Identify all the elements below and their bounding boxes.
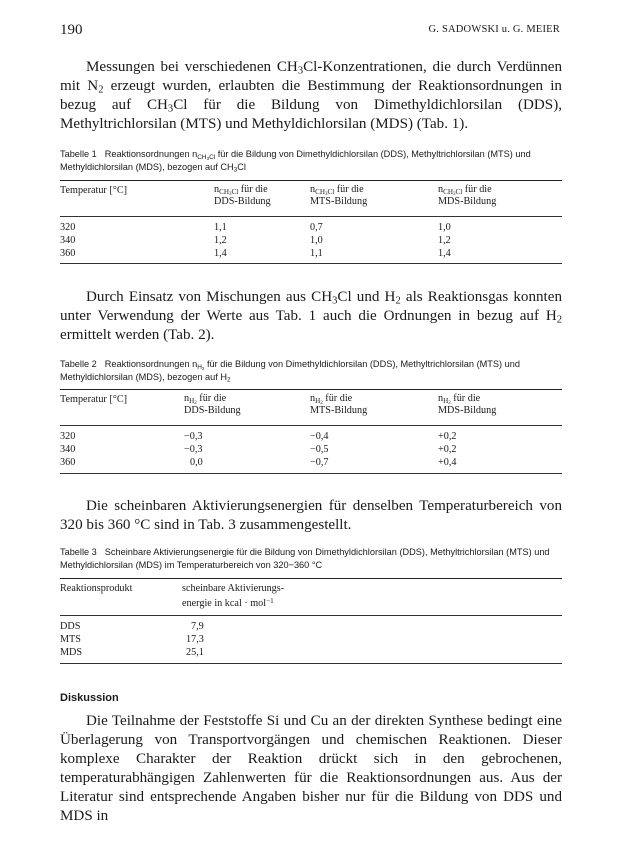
table-2-header-mds — [438, 393, 496, 417]
table-cell: 1,2 — [214, 235, 227, 246]
table-cell: −0,7 — [310, 457, 329, 468]
table-cell: 360 — [60, 457, 76, 468]
table-cell: 360 — [60, 248, 76, 259]
header-label: MTS-Bildung — [310, 405, 368, 416]
table-rule — [60, 425, 562, 426]
table-cell: +0,2 — [438, 444, 457, 455]
text-run: Cl-Konzentrationen, die durch Verdünnen mit N — [60, 59, 563, 94]
table-cell: 1,2 — [438, 235, 451, 246]
table-3-caption — [60, 546, 562, 572]
table-cell: 320 — [60, 431, 76, 442]
subscript: 3 — [233, 166, 238, 174]
header-label: DDS-Bildung — [214, 196, 271, 207]
header-label: MDS-Bildung — [438, 405, 497, 416]
page-header — [60, 22, 560, 42]
table-cell: 0,0 — [190, 457, 203, 468]
symbol: n — [310, 184, 316, 195]
text-run: für die Bildung von Dimethyldichlorsilan (DDS), Methyltrichlorsilan (MTS) und Methyldichlorsilan (MDS), bezogen auf CH — [60, 149, 531, 172]
table-cell: 1,1 — [214, 222, 227, 233]
table-1-caption — [60, 148, 562, 174]
table-cell: 1,1 — [310, 248, 323, 259]
table-cell: +0,4 — [438, 457, 457, 468]
text-run: erzeugt wurden, erlaubten die Bestimmung der Reaktionsordnungen in bezug auf CH — [60, 78, 562, 113]
subscript: 2 — [448, 401, 451, 407]
subscript: H — [197, 363, 202, 371]
text-run: Durch Einsatz von Mischungen aus CH — [86, 289, 333, 305]
table-rule — [60, 663, 562, 664]
subscript: 3 — [297, 65, 304, 77]
subscript: Cl — [455, 187, 463, 196]
subscript: 3 — [332, 295, 338, 307]
subscript: 2 — [320, 401, 323, 407]
paragraph-2 — [60, 288, 562, 345]
table-1-header-mds — [438, 184, 496, 208]
running-head-authors: G. SADOWSKI u. G. MEIER — [428, 24, 560, 35]
table-2 — [60, 389, 562, 475]
table-cell: −0,4 — [310, 431, 329, 442]
page-number: 190 — [60, 22, 83, 38]
text-run: für die — [238, 184, 268, 195]
table-rule — [60, 389, 562, 390]
table-rule — [60, 216, 562, 217]
table-2-header-dds — [184, 393, 241, 417]
text-run: Cl und H — [337, 289, 396, 305]
subscript: 2 — [194, 401, 197, 407]
text-run: Cl für die Bildung von Dimethyldichlorsilan (DDS), Methyltrichlorsilan (MTS) und Methyldichlorsilan (MDS) (Tab. 1). — [60, 97, 562, 132]
table-cell: −0,3 — [184, 431, 203, 442]
table-2-header-temperature: Temperatur [°C] — [60, 394, 128, 405]
text-run: Messungen bei verschiedenen CH — [86, 59, 298, 75]
text-run: Reaktionsordnungen n — [104, 359, 198, 369]
table-cell: 340 — [60, 444, 76, 455]
paragraph-text: Die Teilnahme der Feststoffe Si und Cu an der direkten Synthese bedingt eine Überlagerung von Transportvorgängen und chemischen Reaktionen. Dieser komplexe Charakter der Reaktion drückt sich in den gebrochenen, temperaturabhängigen Zahlenwerten für die Reaktionsordnungen aus. Aus der Literatur sind entsprechende Angaben bisher nur für die Bildung von DDS und MDS in — [60, 713, 562, 824]
subscript: 2 — [98, 84, 104, 96]
table-cell: 7,9 — [191, 621, 204, 632]
header-label: MTS-Bildung — [310, 196, 368, 207]
subscript: 2 — [201, 365, 205, 371]
symbol: n — [214, 184, 220, 195]
subscript: 2 — [556, 314, 562, 326]
table-rule — [60, 180, 562, 181]
subscript: CH — [315, 187, 325, 196]
paragraph-text: Die scheinbaren Aktivierungsenergien für denselben Temperaturbereich von 320 bis 360 °C sind in Tab. 3 zusammengestellt. — [60, 498, 562, 533]
table-2-header-mts — [310, 393, 367, 417]
subscript: 2 — [226, 376, 231, 384]
text-run: für die Bildung von Dimethyldichlorsilan (DDS), Methyltrichlorsilan (MTS) und Methyldichlorsilan (MDS), bezogen auf H — [60, 359, 520, 382]
text-run: für die — [462, 184, 492, 195]
table-rule — [60, 578, 562, 579]
header-label: energie in kcal · mol — [182, 598, 267, 609]
text-run: Cl — [237, 162, 246, 172]
subscript: 3 — [325, 192, 328, 198]
subscript: 3 — [167, 103, 174, 115]
text-run: Reaktionsordnungen n — [104, 149, 198, 159]
subscript: H — [189, 396, 195, 405]
subscript: CH — [443, 187, 453, 196]
table-3-header-product: Reaktionsprodukt — [60, 583, 133, 594]
table-cell: −0,3 — [184, 444, 203, 455]
table-cell: 0,7 — [310, 222, 323, 233]
header-label: DDS-Bildung — [184, 405, 241, 416]
subscript: 3 — [453, 192, 456, 198]
table-cell: DDS — [60, 621, 81, 632]
table-cell: 17,3 — [186, 634, 204, 645]
table-cell: 340 — [60, 235, 76, 246]
paragraph-1 — [60, 58, 562, 134]
table-1-header-dds — [214, 184, 271, 208]
subscript: Cl — [209, 153, 216, 161]
subscript: 3 — [206, 155, 210, 161]
table-3 — [60, 578, 562, 664]
text-run: für die — [322, 393, 353, 404]
table-3-header-energy — [182, 583, 284, 610]
table-cell: 1,4 — [438, 248, 451, 259]
symbol: n — [310, 393, 316, 404]
header-label: MDS-Bildung — [438, 196, 497, 207]
table-cell: 1,0 — [438, 222, 451, 233]
table-cell: −0,5 — [310, 444, 329, 455]
superscript: −1 — [266, 596, 274, 605]
text-run: ermittelt werden (Tab. 2). — [60, 327, 215, 343]
table-rule — [60, 473, 562, 474]
table-1 — [60, 180, 562, 264]
text-run: als Reaktionsgas konnten unter Verwendung der Werte aus Tab. 1 auch die Ordnungen in bezug auf H — [60, 289, 563, 324]
symbol: n — [184, 393, 190, 404]
subscript: CH — [219, 187, 229, 196]
table-cell: +0,2 — [438, 431, 457, 442]
table-cell: 320 — [60, 222, 76, 233]
table-rule — [60, 615, 562, 616]
subscript: H — [315, 396, 321, 405]
header-label: scheinbare Aktivierungs- — [182, 583, 285, 594]
caption-label: Tabelle 2 — [60, 359, 97, 369]
table-1-header-temperature: Temperatur [°C] — [60, 185, 128, 196]
paragraph-4 — [60, 712, 562, 826]
caption-label: Tabelle 3 — [60, 547, 97, 557]
table-2-caption — [60, 358, 562, 384]
table-1-header-mts — [310, 184, 367, 208]
caption-label: Tabelle 1 — [60, 149, 97, 159]
section-heading: Diskussion — [60, 692, 119, 704]
text-run: für die — [196, 393, 227, 404]
table-cell: 1,0 — [310, 235, 323, 246]
subscript: 3 — [229, 192, 232, 198]
symbol: n — [438, 393, 444, 404]
paragraph-3 — [60, 497, 562, 535]
table-cell: 25,1 — [186, 647, 204, 658]
text-run: für die — [450, 393, 481, 404]
text-run: Scheinbare Aktivierungsenergie für die Bildung von Dimethyldichlorsilan (DDS), Methyltrichlorsilan (MTS) und Methyldichlorsilan (MDS) im Temperaturbereich von 320−360 °C — [60, 547, 550, 570]
symbol: n — [438, 184, 444, 195]
table-cell: 1,4 — [214, 248, 227, 259]
subscript: 2 — [395, 295, 401, 307]
table-rule — [60, 263, 562, 264]
text-run: für die — [334, 184, 364, 195]
subscript: H — [443, 396, 449, 405]
subscript: Cl — [327, 187, 335, 196]
table-cell: MDS — [60, 647, 83, 658]
subscript: CH — [197, 153, 207, 161]
subscript: Cl — [231, 187, 239, 196]
table-cell: MTS — [60, 634, 81, 645]
